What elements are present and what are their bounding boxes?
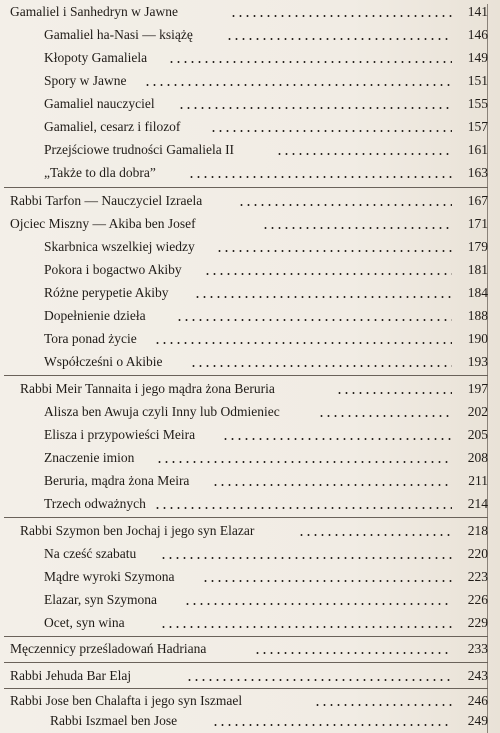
toc-entry[interactable] — [0, 611, 500, 635]
toc-entry-title: Różne perypetie Akiby — [44, 285, 169, 300]
dot-leader — [222, 438, 452, 440]
dot-leader — [226, 38, 452, 40]
dot-leader — [160, 557, 452, 559]
toc-entry[interactable] — [0, 46, 500, 70]
toc-entry-page: 184 — [467, 285, 488, 300]
dot-leader — [156, 461, 452, 463]
dot-leader — [154, 342, 452, 344]
toc-entry-title: Dopełnienie dzieła — [44, 308, 146, 323]
toc-entry-title: Kłopoty Gamaliela — [44, 50, 148, 65]
toc-entry[interactable] — [0, 281, 500, 305]
dot-leader — [168, 61, 452, 63]
toc-entry-page: 167 — [467, 193, 488, 208]
toc-entry-page: 155 — [467, 96, 488, 111]
toc-entry-title: Pokora i bogactwo Akiby — [44, 262, 182, 277]
toc-entry-title: Skarbnica wszelkiej wiedzy — [44, 239, 195, 254]
toc-entry[interactable] — [0, 709, 500, 733]
dot-leader — [178, 107, 452, 109]
toc-entry-page: 163 — [467, 165, 488, 180]
toc-entry-page: 161 — [467, 142, 488, 157]
toc-entry-title: Gamaliel nauczyciel — [44, 96, 155, 111]
toc-entry-title: Przejściowe trudności Gamaliela II — [44, 142, 235, 157]
dot-leader — [238, 204, 452, 206]
toc-entry[interactable] — [0, 423, 500, 447]
toc-entry[interactable] — [0, 212, 500, 236]
toc-entry-title: Gamaliel ha-Nasi — książę — [44, 27, 193, 42]
dot-leader — [176, 319, 452, 321]
toc-entry-page: 181 — [467, 262, 488, 277]
toc-entry[interactable] — [0, 446, 500, 470]
dot-leader — [184, 603, 452, 605]
dot-leader — [210, 130, 452, 132]
toc-entry[interactable] — [0, 542, 500, 566]
toc-entry-page: 223 — [467, 569, 488, 584]
toc-entry[interactable] — [0, 492, 500, 516]
toc-entry-title: Beruria, mądra żona Meira — [44, 473, 190, 488]
toc-entry[interactable] — [0, 258, 500, 282]
toc-entry-page: 246 — [467, 693, 488, 708]
toc-entry-page: 179 — [467, 239, 488, 254]
toc-entry-page: 211 — [468, 473, 488, 488]
toc-entry-page: 249 — [467, 713, 488, 728]
dot-leader — [188, 176, 452, 178]
toc-entry-title: Spory w Jawne — [44, 73, 127, 88]
toc-entry[interactable] — [0, 664, 500, 688]
toc-entry-title: Ojciec Miszny — Akiba ben Josef — [10, 216, 196, 231]
toc-entry-title: Elazar, syn Szymona — [44, 592, 158, 607]
dot-leader — [212, 724, 452, 726]
toc-entry-title: Rabbi Meir Tannaita i jego mądra żona Beruria — [20, 381, 275, 396]
toc-entry[interactable] — [0, 327, 500, 351]
toc-entry-title: Gamaliel i Sanhedryn w Jawne — [10, 4, 178, 19]
toc-entry-page: 208 — [467, 450, 488, 465]
toc-entry[interactable] — [0, 138, 500, 162]
toc-entry-page: 141 — [467, 4, 488, 19]
dot-leader — [144, 84, 452, 86]
toc-entry-title: Rabbi Iszmael ben Jose — [50, 713, 178, 728]
toc-entry-title: Alisza ben Awuja czyli Inny lub Odmieniec — [44, 404, 280, 419]
toc-entry[interactable] — [0, 400, 500, 424]
toc-entry-title: Elisza i przypowieści Meira — [44, 427, 196, 442]
dot-leader — [216, 250, 452, 252]
toc-entry-title: Trzech odważnych — [44, 496, 146, 511]
toc-entry[interactable] — [0, 565, 500, 589]
toc-entry-title: Rabbi Tarfon — Nauczyciel Izraela — [10, 193, 203, 208]
toc-entry-title: Współcześni o Akibie — [44, 354, 163, 369]
toc-entry-title: Rabbi Jehuda Bar Elaj — [10, 668, 132, 683]
toc-entry-page: 151 — [467, 73, 488, 88]
dot-leader — [314, 704, 452, 706]
toc-entry-title: Ocet, syn wina — [44, 615, 125, 630]
dot-leader — [194, 296, 452, 298]
section-divider — [4, 187, 488, 188]
toc-entry-page: 202 — [467, 404, 488, 419]
toc-entry[interactable] — [0, 588, 500, 612]
toc-entry[interactable] — [0, 304, 500, 328]
toc-entry[interactable] — [0, 115, 500, 139]
toc-entry-page: 146 — [467, 27, 488, 42]
section-divider — [4, 375, 488, 376]
section-divider — [4, 517, 488, 518]
dot-leader — [212, 484, 452, 486]
dot-leader — [154, 507, 452, 509]
toc-entry-title: Rabbi Jose ben Chalafta i jego syn Iszmael — [10, 693, 243, 708]
dot-leader — [318, 415, 452, 417]
toc-entry-title: „Także to dla dobra” — [44, 165, 156, 180]
dot-leader — [204, 273, 452, 275]
toc-entry[interactable] — [0, 377, 500, 401]
toc-entry-title: Gamaliel, cesarz i filozof — [44, 119, 181, 134]
dot-leader — [336, 392, 452, 394]
toc-entry-title: Rabbi Szymon ben Jochaj i jego syn Elazar — [20, 523, 255, 538]
toc-entry[interactable] — [0, 92, 500, 116]
dot-leader — [160, 626, 452, 628]
dot-leader — [276, 153, 452, 155]
toc-entry-page: 197 — [467, 381, 488, 396]
toc-entry[interactable] — [0, 23, 500, 47]
toc-entry[interactable] — [0, 637, 500, 661]
toc-entry-page: 220 — [467, 546, 488, 561]
toc-entry-page: 214 — [467, 496, 488, 511]
toc-entry[interactable] — [0, 0, 500, 24]
toc-entry-page: 190 — [467, 331, 488, 346]
toc-entry-page: 229 — [467, 615, 488, 630]
toc-entry-page: 218 — [467, 523, 488, 538]
dot-leader — [190, 365, 452, 367]
dot-leader — [298, 534, 452, 536]
toc-entry[interactable] — [0, 161, 500, 185]
section-divider — [4, 662, 488, 663]
toc-entry-page: 233 — [467, 641, 488, 656]
toc-entry[interactable] — [0, 235, 500, 259]
dot-leader — [202, 580, 452, 582]
toc-entry-title: Męczennicy prześladowań Hadriana — [10, 641, 207, 656]
toc-entry-page: 205 — [467, 427, 488, 442]
dot-leader — [254, 652, 452, 654]
dot-leader — [262, 227, 452, 229]
toc-entry[interactable] — [0, 69, 500, 93]
toc-entry[interactable] — [0, 350, 500, 374]
toc-entry-title: Tora ponad życie — [44, 331, 137, 346]
toc-entry[interactable] — [0, 519, 500, 543]
toc-entry-page: 226 — [467, 592, 488, 607]
toc-entry-page: 243 — [467, 668, 488, 683]
toc-entry-page: 188 — [467, 308, 488, 323]
toc-entry[interactable] — [0, 469, 500, 493]
toc-entry-page: 149 — [467, 50, 488, 65]
toc-entry-title: Na cześć szabatu — [44, 546, 137, 561]
toc-entry-title: Znaczenie imion — [44, 450, 135, 465]
toc-entry[interactable] — [0, 189, 500, 213]
dot-leader — [186, 679, 452, 681]
dot-leader — [230, 15, 452, 17]
toc-entry-title: Mądre wyroki Szymona — [44, 569, 175, 584]
toc-entry-page: 171 — [467, 216, 488, 231]
toc-entry-page: 193 — [467, 354, 488, 369]
toc-entry-page: 157 — [467, 119, 488, 134]
